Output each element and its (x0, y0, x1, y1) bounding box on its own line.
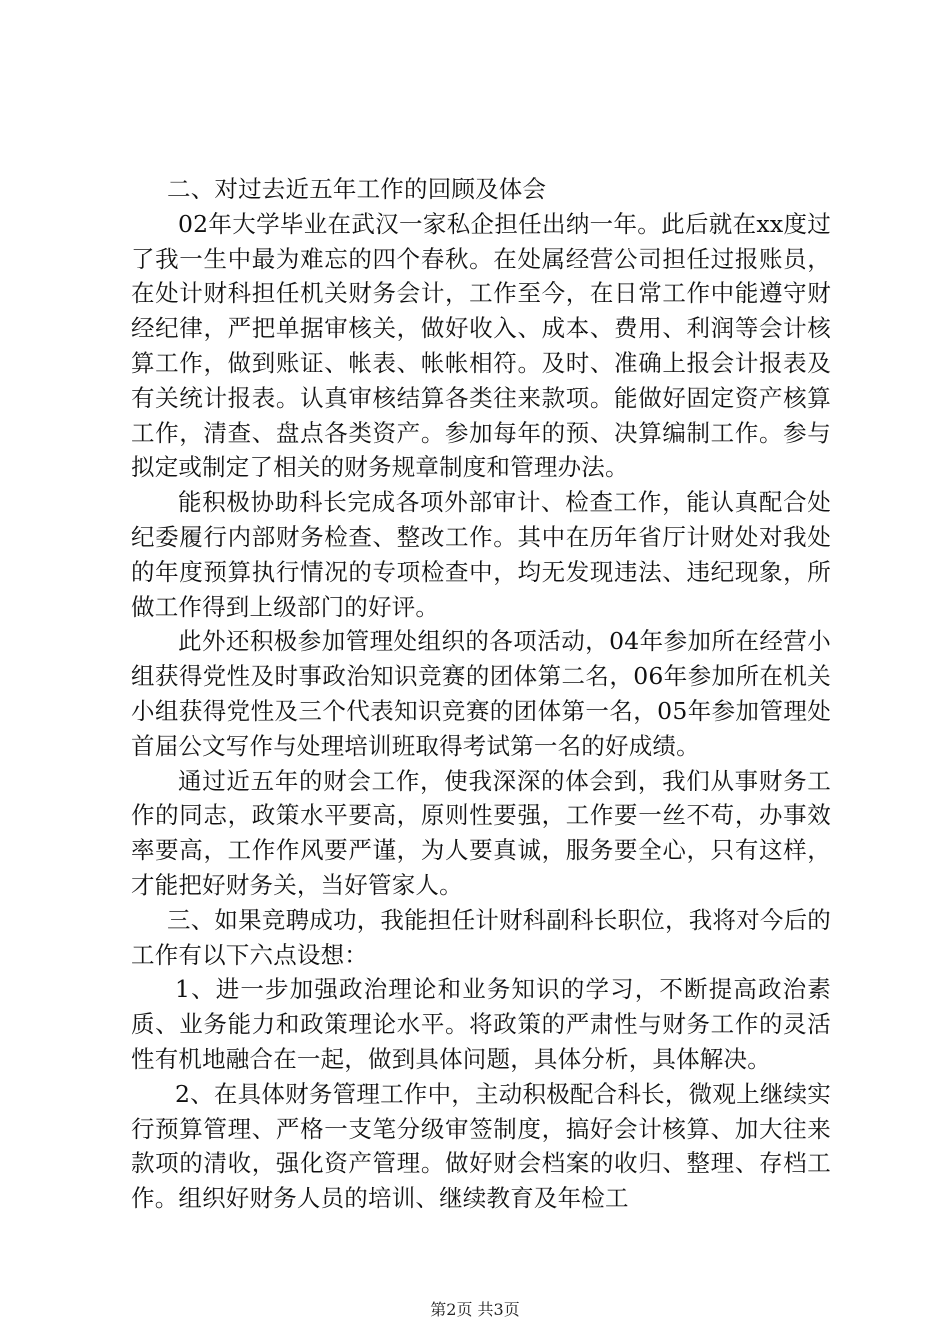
section-heading-review: 二、对过去近五年工作的回顾及体会 (167, 175, 547, 203)
paragraph-audit-cooperation: 能积极协助科长完成各项外部审计、检查工作，能认真配合处纪委履行内部财务检查、整改工作。其中在历年省厅计财处对我处的年度预算执行情况的专项检查中，均无发现违法、违纪现象，所做工作得到上级部门的好评。 (131, 488, 831, 621)
document-body (131, 172, 831, 1216)
plan-item-1: 1、进一步加强政治理论和业务知识的学习，不断提高政治素质、业务能力和政策理论水平。将政策的严肃性与财务工作的灵活性有机地融合在一起，做到具体问题，具体分析，具体解决。 (131, 975, 831, 1073)
paragraph-career-history: 02年大学毕业在武汉一家私企担任出纳一年。此后就在xx度过了我一生中最为难忘的四个春秋。在处属经营公司担任过报账员，在处计财科担任机关财务会计，工作至今，在日常工作中能遵守财经纪律，严把单据审核关，做好收入、成本、费用、利润等会计核算工作，做到账证、帐表、帐帐相符。及时、准确上报会计报表及有关统计报表。认真审核结算各类往来款项。能做好固定资产核算工作，清查、盘点各类资产。参加每年的预、决算编制工作。参与拟定或制定了相关的财务规章制度和管理办法。 (131, 209, 831, 482)
paragraph-activities: 此外还积极参加管理处组织的各项活动，04年参加所在经营小组获得党性及时事政治知识竞赛的团体第二名，06年参加所在机关小组获得党性及三个代表知识竞赛的团体第一名，05年参加管理处首届公文写作与处理培训班取得考试第一名的好成绩。 (131, 627, 831, 760)
plan-item-2: 2、在具体财务管理工作中，主动积极配合科长，微观上继续实行预算管理、严格一支笔分级审签制度，搞好会计核算、加大往来款项的清收，强化资产管理。做好财会档案的收归、整理、存档工作。组织好财务人员的培训、继续教育及年检工 (131, 1079, 831, 1213)
section-heading-plans: 三、如果竞聘成功，我能担任计财科副科长职位，我将对今后的工作有以下六点设想： (131, 905, 831, 969)
page-number-footer: 第2页 共3页 (430, 1300, 520, 1319)
paragraph-experience: 通过近五年的财会工作，使我深深的体会到，我们从事财务工作的同志，政策水平要高，原则性要强，工作要一丝不苟，办事效率要高，工作作风要严谨，为人要真诚，服务要全心，只有这样，才能把好财务关，当好管家人。 (131, 766, 831, 899)
